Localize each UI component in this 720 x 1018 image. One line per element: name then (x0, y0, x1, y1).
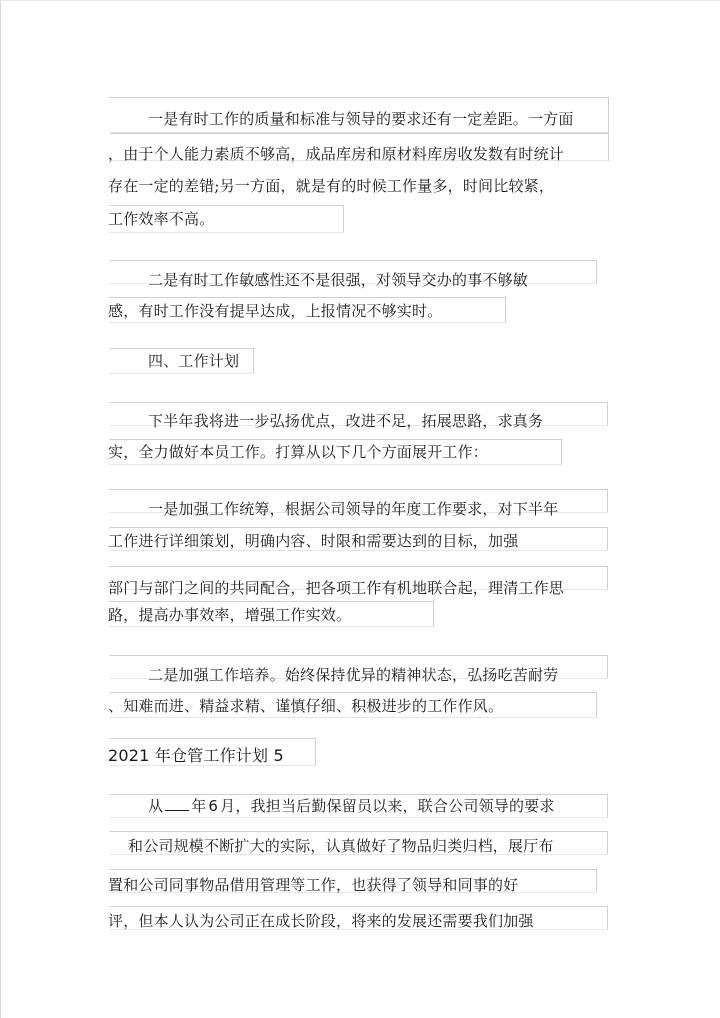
fill-in-blank (165, 796, 189, 811)
doc-title: 2021 年仓管工作计划 5 (108, 746, 284, 765)
paragraph-line: ，由于个人能力素质不够高，成品库房和原材料库房收发数有时统计 (108, 145, 565, 163)
paragraph-line: 和公司规模不断扩大的实际，认真做好了物品归类归档，展厅布 (128, 837, 554, 855)
paragraph-line: 部门与部门之间的共同配合，把各项工作有机地联合起，理清工作思 (108, 579, 565, 597)
paragraph-line: 存在一定的差错;另一方面，就是有的时候工作量多，时间比较紧， (108, 177, 555, 195)
paragraph-line: 二是加强工作培养。始终保持优异的精神状态，弘扬吃苦耐劳 (148, 666, 559, 684)
month-number: 6 (208, 797, 219, 815)
paragraph-line: 下半年我将进一步弘扬优点，改进不足，拓展思路，求真务 (148, 412, 544, 430)
paragraph-line: 一是有时工作的质量和标准与领导的要求还有一定差距。一方面 (148, 110, 574, 128)
paragraph-line: 置和公司同事物品借用管理等工作，也获得了领导和同事的好 (108, 876, 519, 894)
paragraph-line: 感，有时工作没有提早达成，上报情况不够实时。 (108, 302, 443, 320)
paragraph-line: 工作进行详细策划，明确内容、时限和需要达到的目标，加强 (108, 532, 519, 550)
paragraph-line: 实，全力做好本员工作。打算从以下几个方面展开工作： (108, 443, 489, 461)
paragraph-line: 一是加强工作统筹，根据公司领导的年度工作要求，对下半年 (148, 500, 559, 518)
paragraph-line: 二是有时工作敏感性还不是很强，对领导交办的事不够敏 (148, 271, 529, 289)
section-heading: 四、工作计划 (148, 352, 240, 370)
paragraph-line: 评，但本人认为公司正在成长阶段，将来的发展还需要我们加强 (108, 912, 534, 930)
paragraph-text: 从 (148, 797, 164, 815)
paragraph-text: 年 (191, 797, 207, 815)
paragraph-line: 路，提高办事效率，增强工作实效。 (108, 606, 352, 624)
paragraph-line (148, 794, 555, 818)
paragraph-text: 月，我担当后勤保留员以来，联合公司领导的要求 (220, 797, 555, 815)
paragraph-line: 、知难而进、精益求精、谨慎仔细、积极进步的工作作风。 (108, 697, 504, 715)
paragraph-line: 工作效率不高。 (108, 210, 215, 228)
